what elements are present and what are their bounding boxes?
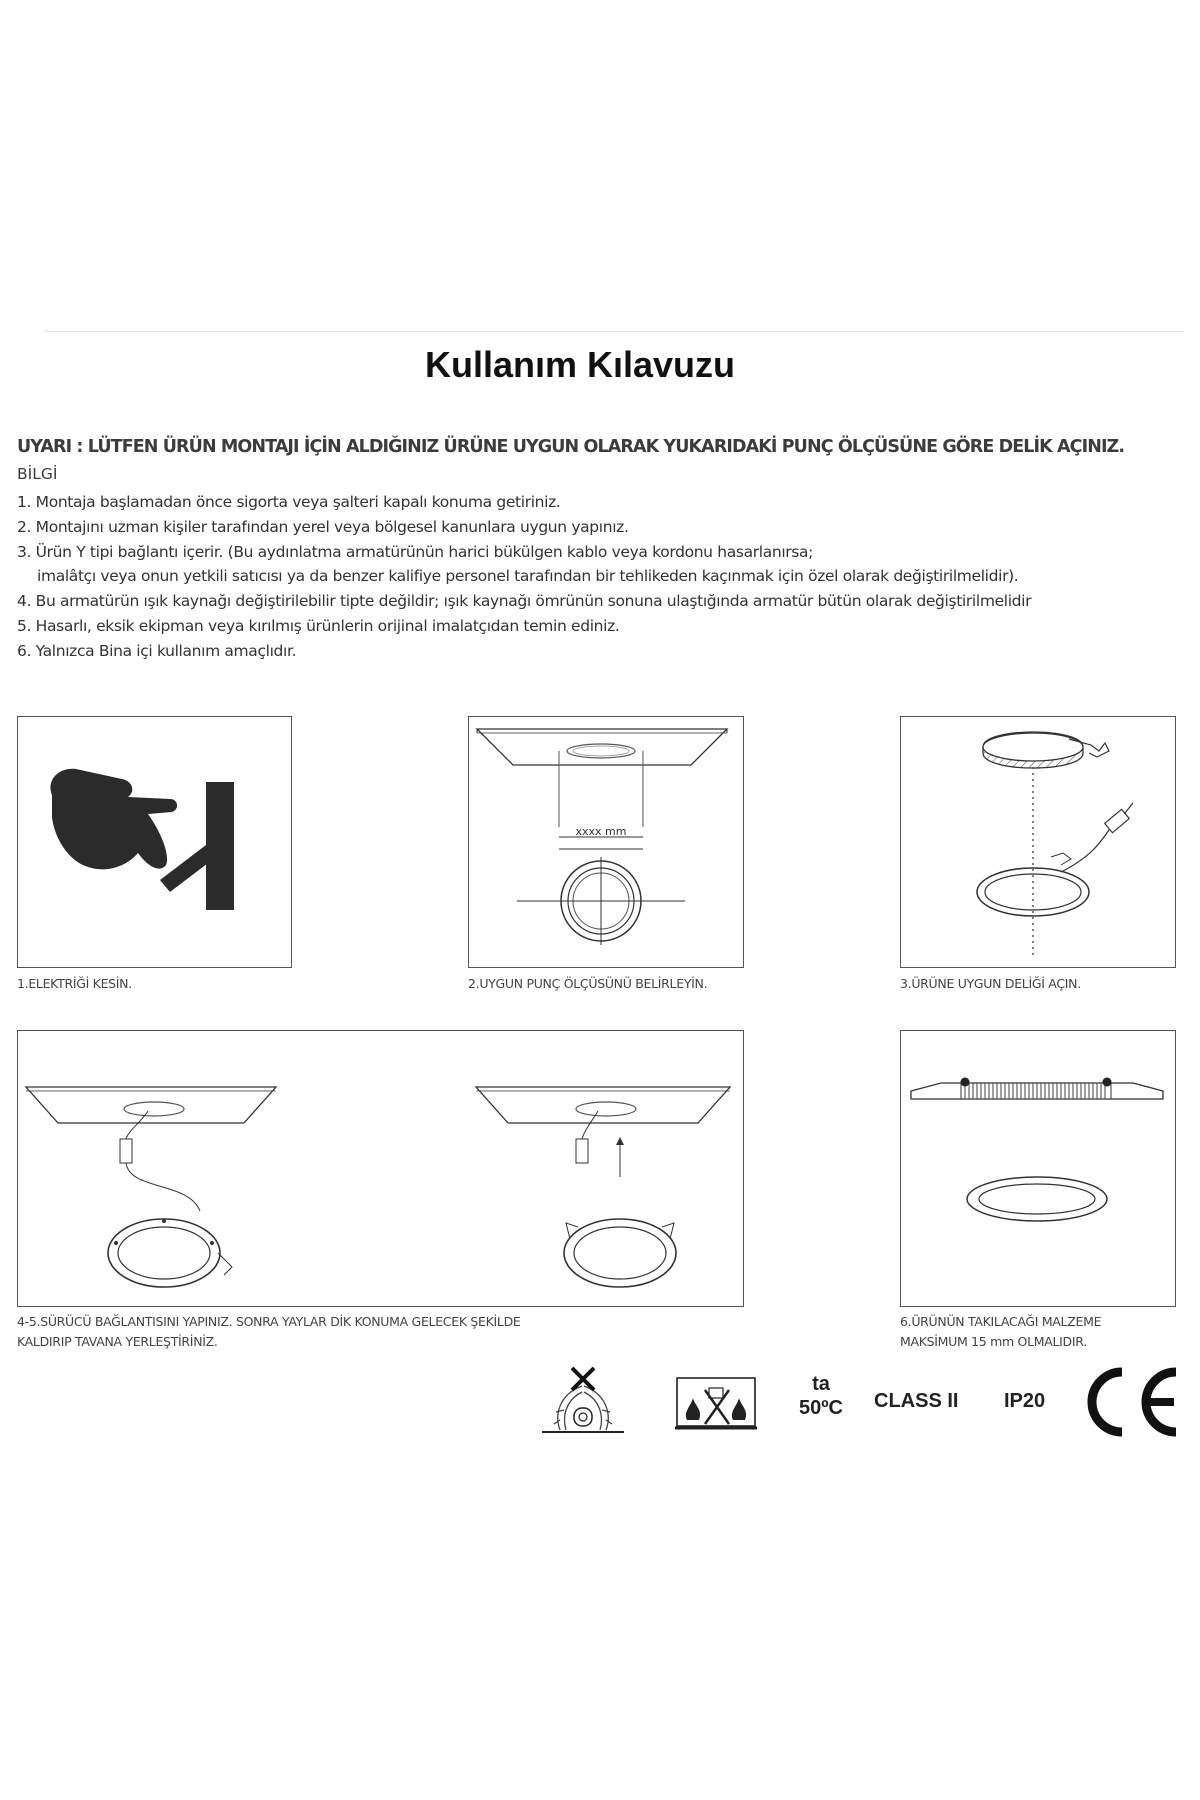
step-2-panel <box>468 716 744 968</box>
info-item: 1. Montaja başlamadan önce sigorta veya şalteri kapalı konuma getiriniz. <box>17 493 561 511</box>
step-3-caption: 3.ÜRÜNE UYGUN DELİĞİ AÇIN. <box>900 976 1081 991</box>
step-4-5-caption: 4-5.SÜRÜCÜ BAĞLANTISINI YAPINIZ. SONRA YAYLAR DİK KONUMA GELECEK ŞEKİLDE KALDIRIP TAVANA YERLEŞTİRİNİZ. <box>17 1314 521 1349</box>
ip-rating-label: IP20 <box>1004 1390 1046 1412</box>
ce-mark-icon <box>1074 1366 1182 1438</box>
hole-drill-diagram <box>977 732 1133 955</box>
top-divider <box>44 331 1184 332</box>
info-item: 6. Yalnızca Bina içi kullanım amaçlıdır. <box>17 641 297 660</box>
info-item: 5. Hasarlı, eksik ekipman veya kırılmış ürünlerin orijinal imalatçıdan temin ediniz. <box>17 616 620 635</box>
switch-off-hand-icon <box>18 717 290 966</box>
info-item-continuation: imalâtçı veya onun yetkili satıcısı ya da benzer kalifiye personel tarafından bir tehlikeden kaçınmak için özel olarak değiştirilmelidir). <box>37 567 1019 586</box>
info-item: 2. Montajını uzman kişiler tarafından yerel veya bölgesel kanunlara uygun yapınız. <box>17 517 629 536</box>
dimension-label: xxxx mm <box>575 825 627 838</box>
not-for-flammable-surface-icon <box>673 1374 759 1432</box>
step-3-panel <box>900 716 1176 968</box>
page-title: Kullanım Kılavuzu <box>424 344 736 385</box>
install-step-5-diagram <box>476 1087 730 1287</box>
step-1-panel <box>17 716 292 968</box>
info-item: 3. Ürün Y tipi bağlantı içerir. (Bu aydınlatma armatürünün harici bükülgen kablo veya kordonu hasarlanırsa; imalâtçı veya onun yetkili satıcısı ya da benzer kalifiye personel tarafından bir tehlikeden kaçınmak için özel olarak değiştirilmelidir). <box>17 540 1187 590</box>
step-6-caption: 6.ÜRÜNÜN TAKILACAĞI MALZEME MAKSİMUM 15 mm OLMALIDIR. <box>900 1314 1102 1349</box>
class-ii-label: CLASS II <box>874 1390 959 1412</box>
warning-text: UYARI : LÜTFEN ÜRÜN MONTAJI İÇİN ALDIĞINIZ ÜRÜNE UYGUN OLARAK YUKARIDAKİ PUNÇ ÖLÇÜSÜNE GÖRE DELİK AÇINIZ. <box>17 437 1125 457</box>
info-heading: BİLGİ <box>17 465 58 483</box>
punch-circle-icon <box>517 857 685 945</box>
no-insulation-cover-icon <box>540 1364 626 1436</box>
ambient-temperature-label: ta 50ºC <box>799 1373 843 1419</box>
info-list <box>17 490 1187 664</box>
step-1-caption: 1.ELEKTRİĞİ KESİN. <box>17 976 132 991</box>
install-step-4-diagram <box>26 1087 276 1287</box>
step-6-panel <box>900 1030 1176 1307</box>
info-item: 4. Bu armatürün ışık kaynağı değiştirilebilir tipte değildir; ışık kaynağı ömrünün sonuna ulaştığında armatür bütün olarak değiştirilmelidir <box>17 592 1032 611</box>
ce-mark-text: CE <box>1074 1366 1076 1367</box>
ceiling-thickness-diagram <box>911 1078 1163 1222</box>
step-4-5-panel <box>17 1030 744 1307</box>
step-2-caption: 2.UYGUN PUNÇ ÖLÇÜSÜNÜ BELİRLEYİN. <box>468 976 708 991</box>
